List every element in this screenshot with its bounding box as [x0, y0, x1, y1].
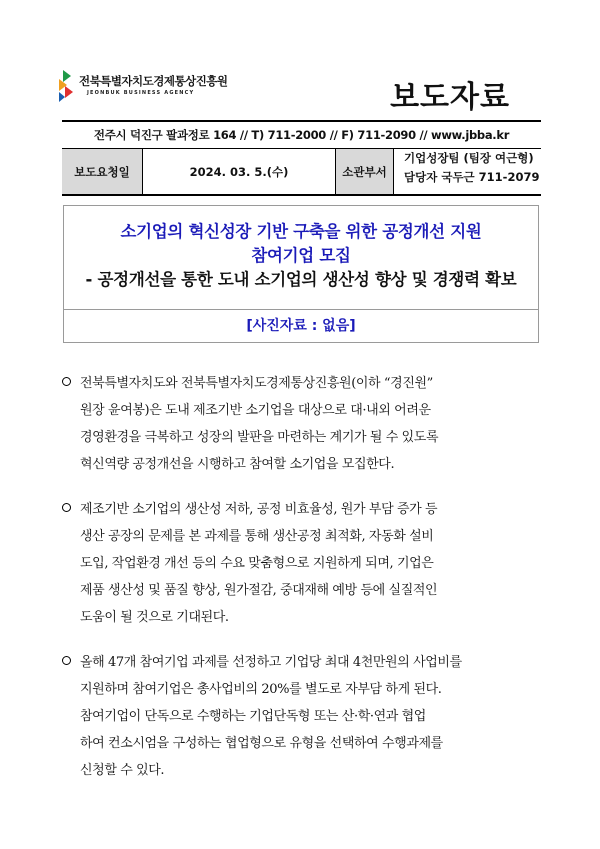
- paragraph-line: 참여기업이 단독으로 수행하는 기업단독형 또는 산·학·연과 협업: [80, 709, 426, 724]
- paragraph-line: 올해 47개 참여기업 과제를 선정하고 기업당 최대 4천만원의 사업비를: [80, 655, 462, 670]
- request-date-label: 보도요청일: [62, 149, 142, 194]
- department-team: 기업성장팀 (팀장 여근형): [404, 151, 534, 165]
- request-date-value: 2024. 03. 5.(수): [142, 149, 335, 194]
- paragraph-line: 제조기반 소기업의 생산성 저하, 공정 비효율성, 원가 부담 증가 등: [80, 502, 438, 517]
- document-type-title: 보도자료: [390, 80, 510, 115]
- circle-bullet-icon: [62, 503, 71, 512]
- headline-line-1: 소기업의 혁신성장 기반 구축을 위한 공정개선 지원: [120, 222, 482, 241]
- department-contact: 담당자 국두근 711-2079: [404, 170, 540, 184]
- body-paragraph: [62, 649, 552, 784]
- circle-bullet-icon: [62, 656, 71, 665]
- paragraph-line: 도입, 작업환경 개선 등의 수요 맞춤형으로 지원하게 되며, 기업은: [80, 556, 434, 571]
- org-name-en: JEONBUK BUSINESS AGENCY: [87, 90, 195, 96]
- body-paragraph: [62, 496, 552, 631]
- body-paragraph: [62, 370, 552, 478]
- org-logo: [57, 70, 228, 104]
- org-name: 전북특별자치도경제통상진흥원: [79, 74, 228, 88]
- press-info-table: [62, 120, 541, 196]
- circle-bullet-icon: [62, 377, 71, 386]
- paragraph-line: 생산 공장의 문제를 본 과제를 통해 생산공정 최적화, 자동화 설비: [80, 529, 434, 544]
- contact-address-line: 전주시 덕진구 팔과정로 164 // T) 711-2000 // F) 711-2090 // www.jbba.kr: [62, 122, 541, 149]
- photo-note: [사진자료 : 없음]: [64, 309, 538, 343]
- paragraph-line: 하여 컨소시엄을 구성하는 협업형으로 유형을 선택하여 수행과제를: [80, 736, 443, 751]
- paragraph-line: 원장 윤여봉)은 도내 제조기반 소기업을 대상으로 대·내외 어려운: [80, 403, 431, 418]
- paragraph-line: 혁신역량 공정개선을 시행하고 참여할 소기업을 모집한다.: [80, 457, 395, 472]
- headline-subtitle: - 공정개선을 통한 도내 소기업의 생산성 향상 및 경쟁력 확보: [85, 270, 517, 289]
- paragraph-line: 경영환경을 극복하고 성장의 발판을 마련하는 계기가 될 수 있도록: [80, 430, 439, 445]
- org-logo-icon: [57, 70, 75, 102]
- paragraph-line: 제품 생산성 및 품질 향상, 원가절감, 중대재해 예방 등에 실질적인: [80, 583, 438, 598]
- headline-line-2: 참여기업 모집: [251, 246, 351, 265]
- department-label: 소관부서: [335, 149, 393, 194]
- paragraph-line: 도움이 될 것으로 기대된다.: [80, 610, 229, 625]
- paragraph-line: 지원하며 참여기업은 총사업비의 20%를 별도로 자부담 하게 된다.: [80, 682, 442, 697]
- paragraph-line: 전북특별자치도와 전북특별자치도경제통상진흥원(이하 “경진원”: [80, 376, 433, 391]
- paragraph-line: 신청할 수 있다.: [80, 763, 165, 778]
- headline-box: [63, 205, 539, 343]
- department-value: [393, 149, 541, 194]
